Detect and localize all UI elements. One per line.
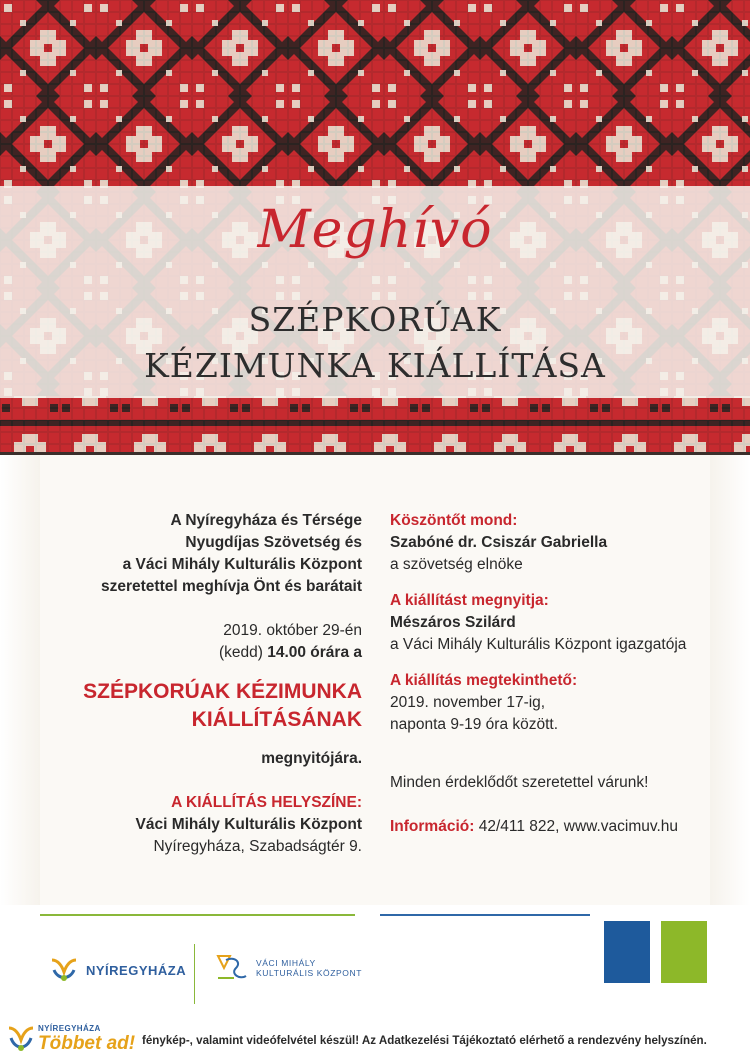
event-day: (kedd) xyxy=(218,644,263,661)
opener-heading: A kiállítást megnyitja: xyxy=(390,592,549,609)
vmk-emblem-icon xyxy=(214,952,250,984)
event-date: 2019. október 29-én xyxy=(223,622,362,639)
vmk-logo xyxy=(214,952,362,984)
main-title-line2: KÉZIMUNKA KIÁLLÍTÁSA xyxy=(144,346,606,385)
venue-heading: A KIÁLLÍTÁS HELYSZÍNE: xyxy=(171,794,362,811)
info-label: Információ: xyxy=(390,818,475,835)
viewing-dates: 2019. november 17-ig, xyxy=(390,694,546,711)
tobbet-ad-logo xyxy=(6,1022,136,1058)
opener-name: Mészáros Szilárd xyxy=(390,614,516,631)
left-column xyxy=(60,510,362,858)
recording-disclaimer: fénykép-, valamint videófelvétel készül! Az Adatkezelési Tájékoztató elérhető a rendezvény helyszínén. xyxy=(142,1034,707,1047)
info-line xyxy=(390,816,710,838)
vmk-logo-line2: KULTURÁLIS KÖZPONT xyxy=(256,968,363,978)
intro-line: Nyugdíjas Szövetség és xyxy=(185,534,362,551)
event-time-line xyxy=(60,642,362,664)
intro-line: a Váci Mihály Kulturális Központ xyxy=(122,556,362,573)
venue-name: Váci Mihály Kulturális Központ xyxy=(135,816,362,833)
welcome-text: Minden érdeklődőt szeretettel várunk! xyxy=(390,774,649,791)
event-name-line2: KIÁLLÍTÁSÁNAK xyxy=(191,708,362,731)
tobbet-ad-slogan: Többet ad! xyxy=(38,1033,136,1054)
footer-divider xyxy=(194,944,195,1004)
tobbet-ad-emblem-icon xyxy=(6,1022,36,1056)
brand-square-blue xyxy=(604,921,650,983)
main-title-line1: SZÉPKORÚAK xyxy=(248,300,502,339)
opening-text: megnyitójára. xyxy=(261,750,362,767)
nyiregyhaza-logo-text: NYÍREGYHÁZA xyxy=(86,962,187,978)
opener-role: a Váci Mihály Kulturális Központ igazgatója xyxy=(390,636,687,653)
nyiregyhaza-logo xyxy=(48,953,186,987)
info-contact: 42/411 822, www.vacimuv.hu xyxy=(478,818,679,835)
vmk-logo-line1: VÁCI MIHÁLY xyxy=(256,958,316,968)
event-name-line1: SZÉPKORÚAK KÉZIMUNKA xyxy=(83,680,362,703)
footer-rule-blue xyxy=(380,914,590,916)
venue-address: Nyíregyháza, Szabadságtér 9. xyxy=(153,838,362,855)
intro-line: szeretettel meghívja Önt és barátait xyxy=(100,578,362,595)
greeting-heading: Köszöntőt mond: xyxy=(390,512,518,529)
intro-line: A Nyíregyháza és Térsége xyxy=(170,512,362,529)
invitation-script-title: Meghívó xyxy=(257,200,493,260)
greeting-role: a szövetség elnöke xyxy=(390,556,523,573)
footer-rule-green xyxy=(40,914,355,916)
tobbet-ad-city: NYÍREGYHÁZA xyxy=(38,1024,101,1033)
viewing-hours: naponta 9-19 óra között. xyxy=(390,716,559,733)
event-time: 14.00 órára a xyxy=(267,644,362,661)
viewing-heading: A kiállítás megtekinthető: xyxy=(390,672,578,689)
greeting-name: Szabóné dr. Csiszár Gabriella xyxy=(390,534,608,551)
right-column xyxy=(390,510,710,838)
brand-square-green xyxy=(661,921,707,983)
nyiregyhaza-emblem-icon xyxy=(48,954,80,986)
